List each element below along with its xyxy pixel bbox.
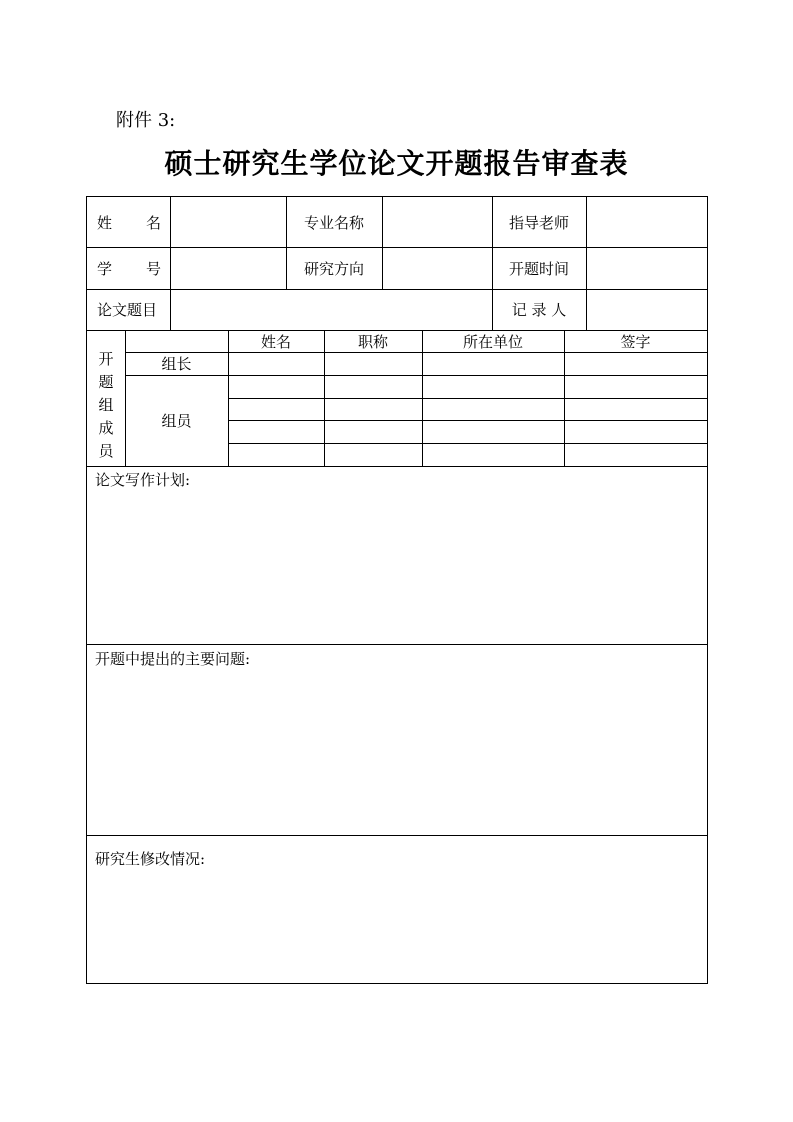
member-title-field[interactable] (325, 421, 422, 443)
main-issues-area[interactable] (87, 670, 707, 835)
member-title-field[interactable] (325, 376, 422, 398)
committee-side-label (87, 348, 125, 463)
leader-unit-field[interactable] (423, 353, 564, 375)
recorder-field[interactable] (587, 289, 707, 330)
member-signature-field[interactable] (565, 399, 707, 420)
revision-status-area[interactable] (87, 870, 707, 982)
member-signature-field[interactable] (565, 421, 707, 443)
thesis-title-label: 论文题目 (97, 301, 158, 319)
page-title: 硕士研究生学位论文开题报告审查表 (164, 147, 629, 180)
member-name-field[interactable] (229, 399, 324, 420)
row-divider (87, 466, 707, 467)
row-divider (87, 644, 707, 645)
recorder-label: 记 录 人 (511, 301, 567, 319)
member-unit-field[interactable] (423, 399, 564, 420)
group-leader-label: 组长 (161, 355, 192, 373)
committee-side-char: 员 (98, 442, 114, 460)
member-name-field[interactable] (229, 444, 324, 466)
advisor-label: 指导老师 (508, 213, 569, 232)
student-id-label-char: 号 (145, 259, 161, 278)
leader-name-field[interactable] (229, 353, 324, 375)
revision-status-label: 研究生修改情况: (95, 850, 206, 868)
attachment-label: 附件 3: (116, 110, 176, 131)
member-signature-field[interactable] (565, 376, 707, 398)
member-unit-field[interactable] (423, 444, 564, 466)
column-header-unit: 所在单位 (462, 332, 523, 351)
proposal-time-label: 开题时间 (508, 259, 569, 278)
member-unit-field[interactable] (423, 421, 564, 443)
member-name-field[interactable] (229, 421, 324, 443)
member-signature-field[interactable] (565, 444, 707, 466)
writing-plan-label: 论文写作计划: (95, 471, 191, 489)
name-label (97, 197, 161, 247)
member-title-field[interactable] (325, 399, 422, 420)
committee-side-char: 成 (98, 419, 114, 437)
major-field[interactable] (383, 197, 492, 247)
proposal-time-field[interactable] (587, 247, 707, 289)
research-direction-field[interactable] (383, 247, 492, 289)
row-divider (87, 835, 707, 836)
student-id-field[interactable] (171, 247, 286, 289)
student-name-field[interactable] (171, 197, 286, 247)
advisor-field[interactable] (587, 197, 707, 247)
leader-title-field[interactable] (325, 353, 422, 375)
member-name-field[interactable] (229, 376, 324, 398)
name-label-char: 名 (145, 213, 161, 232)
column-header-signature: 签字 (620, 332, 651, 351)
student-id-label (97, 247, 161, 289)
member-unit-field[interactable] (423, 376, 564, 398)
writing-plan-area[interactable] (87, 491, 707, 644)
student-id-label-char: 学 (97, 259, 113, 278)
major-label: 专业名称 (303, 213, 364, 232)
main-issues-label: 开题中提出的主要问题: (95, 650, 251, 668)
column-header-title: 职称 (357, 332, 388, 351)
leader-signature-field[interactable] (565, 353, 707, 375)
column-header-name: 姓名 (260, 332, 291, 351)
committee-side-char: 题 (98, 373, 114, 391)
thesis-title-field[interactable] (171, 289, 492, 330)
committee-side-char: 组 (98, 396, 114, 414)
review-form (86, 196, 708, 984)
group-member-label: 组员 (161, 412, 192, 430)
research-direction-label: 研究方向 (303, 259, 364, 278)
name-label-char: 姓 (97, 213, 113, 232)
member-title-field[interactable] (325, 444, 422, 466)
committee-side-char: 开 (98, 350, 114, 368)
